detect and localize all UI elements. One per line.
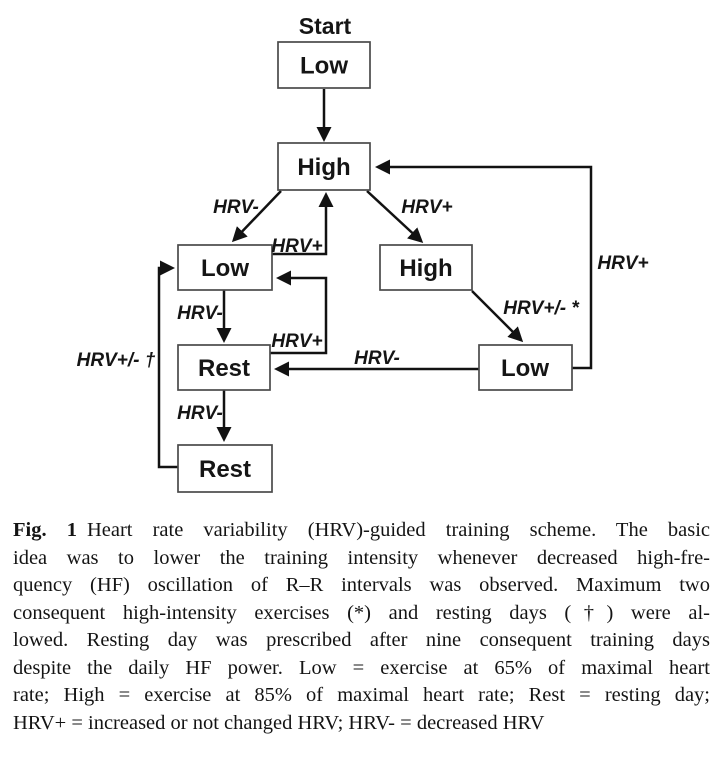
node-rest-1-label: Rest <box>197 355 251 382</box>
node-high-right-label: High <box>399 255 453 282</box>
edge-label-high-to-highright: HRV+ <box>401 197 453 218</box>
edge-label-lowleft-to-high: HRV+ <box>271 236 323 257</box>
start-label: Start <box>298 13 352 39</box>
node-rest-2-label: Rest <box>198 456 252 483</box>
caption-line: HRV+ = increased or not changed HRV; HRV- = decreased HRV <box>13 711 545 734</box>
edge-label-rest2-to-lowleft: HRV+/- † <box>76 350 156 371</box>
caption-line: rate; High = exercise at 85% of maximal heart rate; Rest = resting day; <box>13 684 710 706</box>
edge-label-lowright-to-high: HRV+ <box>597 253 649 274</box>
node-high-main-label: High <box>297 154 351 181</box>
edge-label-high-to-lowleft: HRV- <box>213 197 259 218</box>
edge-label-lowleft-to-rest: HRV- <box>177 303 223 324</box>
edge-label-lowright-to-rest: HRV- <box>354 348 400 369</box>
figure-number-label: Fig. 1 <box>13 519 77 541</box>
figure-caption <box>13 517 710 737</box>
edge-label-rest-to-lowleft: HRV+ <box>271 331 323 352</box>
arrow-rest2-to-lowleft <box>159 268 178 467</box>
caption-line: quency (HF) oscillation of R–R intervals was observed. Maximum two <box>13 574 710 596</box>
caption-line: despite the daily HF power. Low = exercise at 65% of maximal heart <box>13 656 710 679</box>
caption-text: Heart rate variability (HRV)-guided training scheme. The basic <box>86 519 711 541</box>
caption-line: idea was to lower the training intensity whenever decreased high-fre- <box>13 546 710 569</box>
edge-label-rest-to-rest: HRV- <box>177 403 223 424</box>
caption-line: consequent high-intensity exercises (*) and resting days (†) were al- <box>13 601 710 624</box>
edge-label-highright-to-lowright: HRV+/- * <box>503 298 579 319</box>
node-low-right-label: Low <box>501 355 549 382</box>
node-start-low-label: Low <box>300 52 348 80</box>
caption-line <box>13 517 710 545</box>
node-low-left-label: Low <box>201 255 249 282</box>
caption-line: lowed. Resting day was prescribed after nine consequent training days <box>13 629 710 651</box>
